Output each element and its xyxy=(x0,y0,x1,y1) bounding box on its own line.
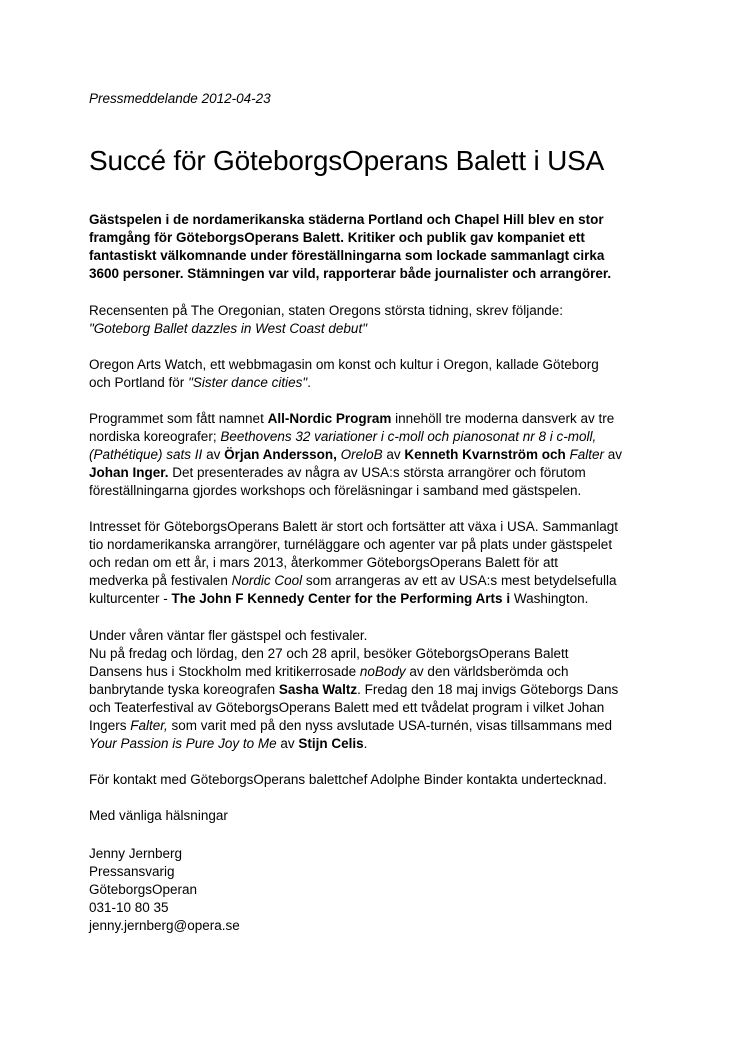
text-run: av xyxy=(603,447,622,462)
choreographer-name: Örjan Andersson, xyxy=(224,447,337,462)
paragraph-line: tio nordamerikanska arrangörer, turnéläggare och agenter var på plats under gästspelet xyxy=(89,537,613,552)
text-run: av xyxy=(276,736,299,751)
text-run: Dansens hus i Stockholm med kritikerrosade xyxy=(89,664,360,679)
choreographer-name: Stijn Celis xyxy=(298,736,364,751)
work-title: sats II xyxy=(162,447,203,462)
choreographer-name: Sasha Waltz xyxy=(278,682,358,697)
text-run: som varit med på den nyss avslutade USA-turnén, visas tillsammans med xyxy=(167,718,612,733)
dateline: Pressmeddelande 2012-04-23 xyxy=(89,91,271,106)
paragraph-line xyxy=(89,663,669,681)
paragraph-line xyxy=(89,374,669,392)
paragraph-line: Under våren väntar fler gästspel och festivaler. xyxy=(89,628,368,643)
choreographer-name: Johan Inger. xyxy=(89,465,169,480)
spring-paragraph xyxy=(89,627,669,753)
paragraph-line: Intresset för GöteborgsOperans Balett är stort och fortsätter att växa i USA. Sammanlagt xyxy=(89,519,618,534)
paragraph-line xyxy=(89,590,669,608)
venue-name: The John F Kennedy Center for the Performing Arts i xyxy=(171,591,511,606)
text-run: nordiska koreografer; xyxy=(89,429,221,444)
interest-paragraph xyxy=(89,518,669,608)
oregonian-paragraph xyxy=(89,302,669,338)
paragraph-line: Nu på fredag och lördag, den 27 och 28 april, besöker GöteborgsOperans Balett xyxy=(89,646,569,661)
signature-role: Pressansvarig xyxy=(89,864,175,879)
program-name: All-Nordic Program xyxy=(267,411,392,426)
text-run: Programmet som fått namnet xyxy=(89,411,268,426)
signature-phone: 031-10 80 35 xyxy=(89,900,169,915)
greeting-line: Med vänliga hälsningar xyxy=(89,808,228,823)
paragraph-line: Oregon Arts Watch, ett webbmagasin om konst och kultur i Oregon, kallade Göteborg xyxy=(89,357,599,372)
text-run: banbrytande tyska koreografen xyxy=(89,682,279,697)
text-run: innehöll tre moderna dansverk av tre xyxy=(391,411,615,426)
text-run: av xyxy=(382,447,405,462)
text-run: Washington. xyxy=(510,591,589,606)
paragraph-line: och redan om ett år, i mars 2013, återkommer GöteborgsOperans Balett för att xyxy=(89,555,558,570)
contact-paragraph xyxy=(89,771,669,789)
text-run: och Portland för xyxy=(89,375,189,390)
work-title: (Pathétique) xyxy=(89,447,163,462)
paragraph-line xyxy=(89,735,669,753)
paragraph-line: och Teaterfestival av GöteborgsOperans Balett med ett tvådelat program i vilket Johan xyxy=(89,700,605,715)
work-title: Beethovens 32 variationer i c-moll och pianosonat nr 8 i c-moll, xyxy=(220,429,597,444)
greeting xyxy=(89,807,669,825)
text-run: medverka på festivalen xyxy=(89,573,232,588)
lead-line: Gästspelen i de nordamerikanska städerna Portland och Chapel Hill blev en stor xyxy=(89,212,604,227)
text-run: av xyxy=(202,447,225,462)
paragraph-line xyxy=(89,681,669,699)
paragraph-line xyxy=(89,428,669,446)
signature-email[interactable]: jenny.jernberg@opera.se xyxy=(89,918,240,933)
sister-cities-quote: "Sister dance cities" xyxy=(188,375,308,390)
work-title: Falter xyxy=(569,447,604,462)
work-title: Falter, xyxy=(130,718,168,733)
paragraph-line xyxy=(89,572,669,590)
lead-line: framgång för GöteborgsOperans Balett. Kritiker och publik gav kompaniet ett xyxy=(89,230,585,245)
work-title: Your Passion is Pure Joy to Me xyxy=(89,736,277,751)
paragraph-line xyxy=(89,717,669,735)
text-run: kulturcenter - xyxy=(89,591,172,606)
paragraph-line xyxy=(89,446,669,464)
signature-block xyxy=(89,845,669,935)
lead-line: fantastiskt välkomnande under föreställningarna som lockade sammanlagt cirka xyxy=(89,248,605,263)
page-title: Succé för GöteborgsOperans Balett i USA xyxy=(89,145,605,176)
work-title: noBody xyxy=(359,664,406,679)
arts-watch-paragraph xyxy=(89,356,669,392)
signature-org: GöteborgsOperan xyxy=(89,882,198,897)
paragraph-line: föreställningarna gjordes workshops och föreläsningar i samband med gästspelen. xyxy=(89,483,582,498)
text-run: . xyxy=(307,375,311,390)
lead-paragraph xyxy=(89,211,669,283)
text-run: . Fredag den 18 maj invigs Göteborgs Dans xyxy=(357,682,619,697)
signature-name: Jenny Jernberg xyxy=(89,846,183,861)
work-title: OreloB xyxy=(340,447,383,462)
oregonian-quote: "Goteborg Ballet dazzles in West Coast debut" xyxy=(89,321,367,336)
paragraph-line: För kontakt med GöteborgsOperans balettchef Adolphe Binder kontakta undertecknad. xyxy=(89,772,607,787)
text-run: Ingers xyxy=(89,718,131,733)
text-run: Det presenterades av några av USA:s största arrangörer och förutom xyxy=(168,465,586,480)
text-run: av den världsberömda och xyxy=(405,664,569,679)
text-run: som arrangeras av ett av USA:s mest betydelsefulla xyxy=(302,573,617,588)
program-paragraph xyxy=(89,410,669,500)
text-run: . xyxy=(363,736,368,751)
paragraph-line xyxy=(89,464,669,482)
choreographer-name: Kenneth Kvarnström och xyxy=(404,447,566,462)
paragraph-line: Recensenten på The Oregonian, staten Oregons största tidning, skrev följande: xyxy=(89,303,564,318)
paragraph-line xyxy=(89,410,669,428)
festival-name: Nordic Cool xyxy=(231,573,303,588)
lead-line: 3600 personer. Stämningen var vild, rapporterar både journalister och arrangörer. xyxy=(89,266,612,281)
